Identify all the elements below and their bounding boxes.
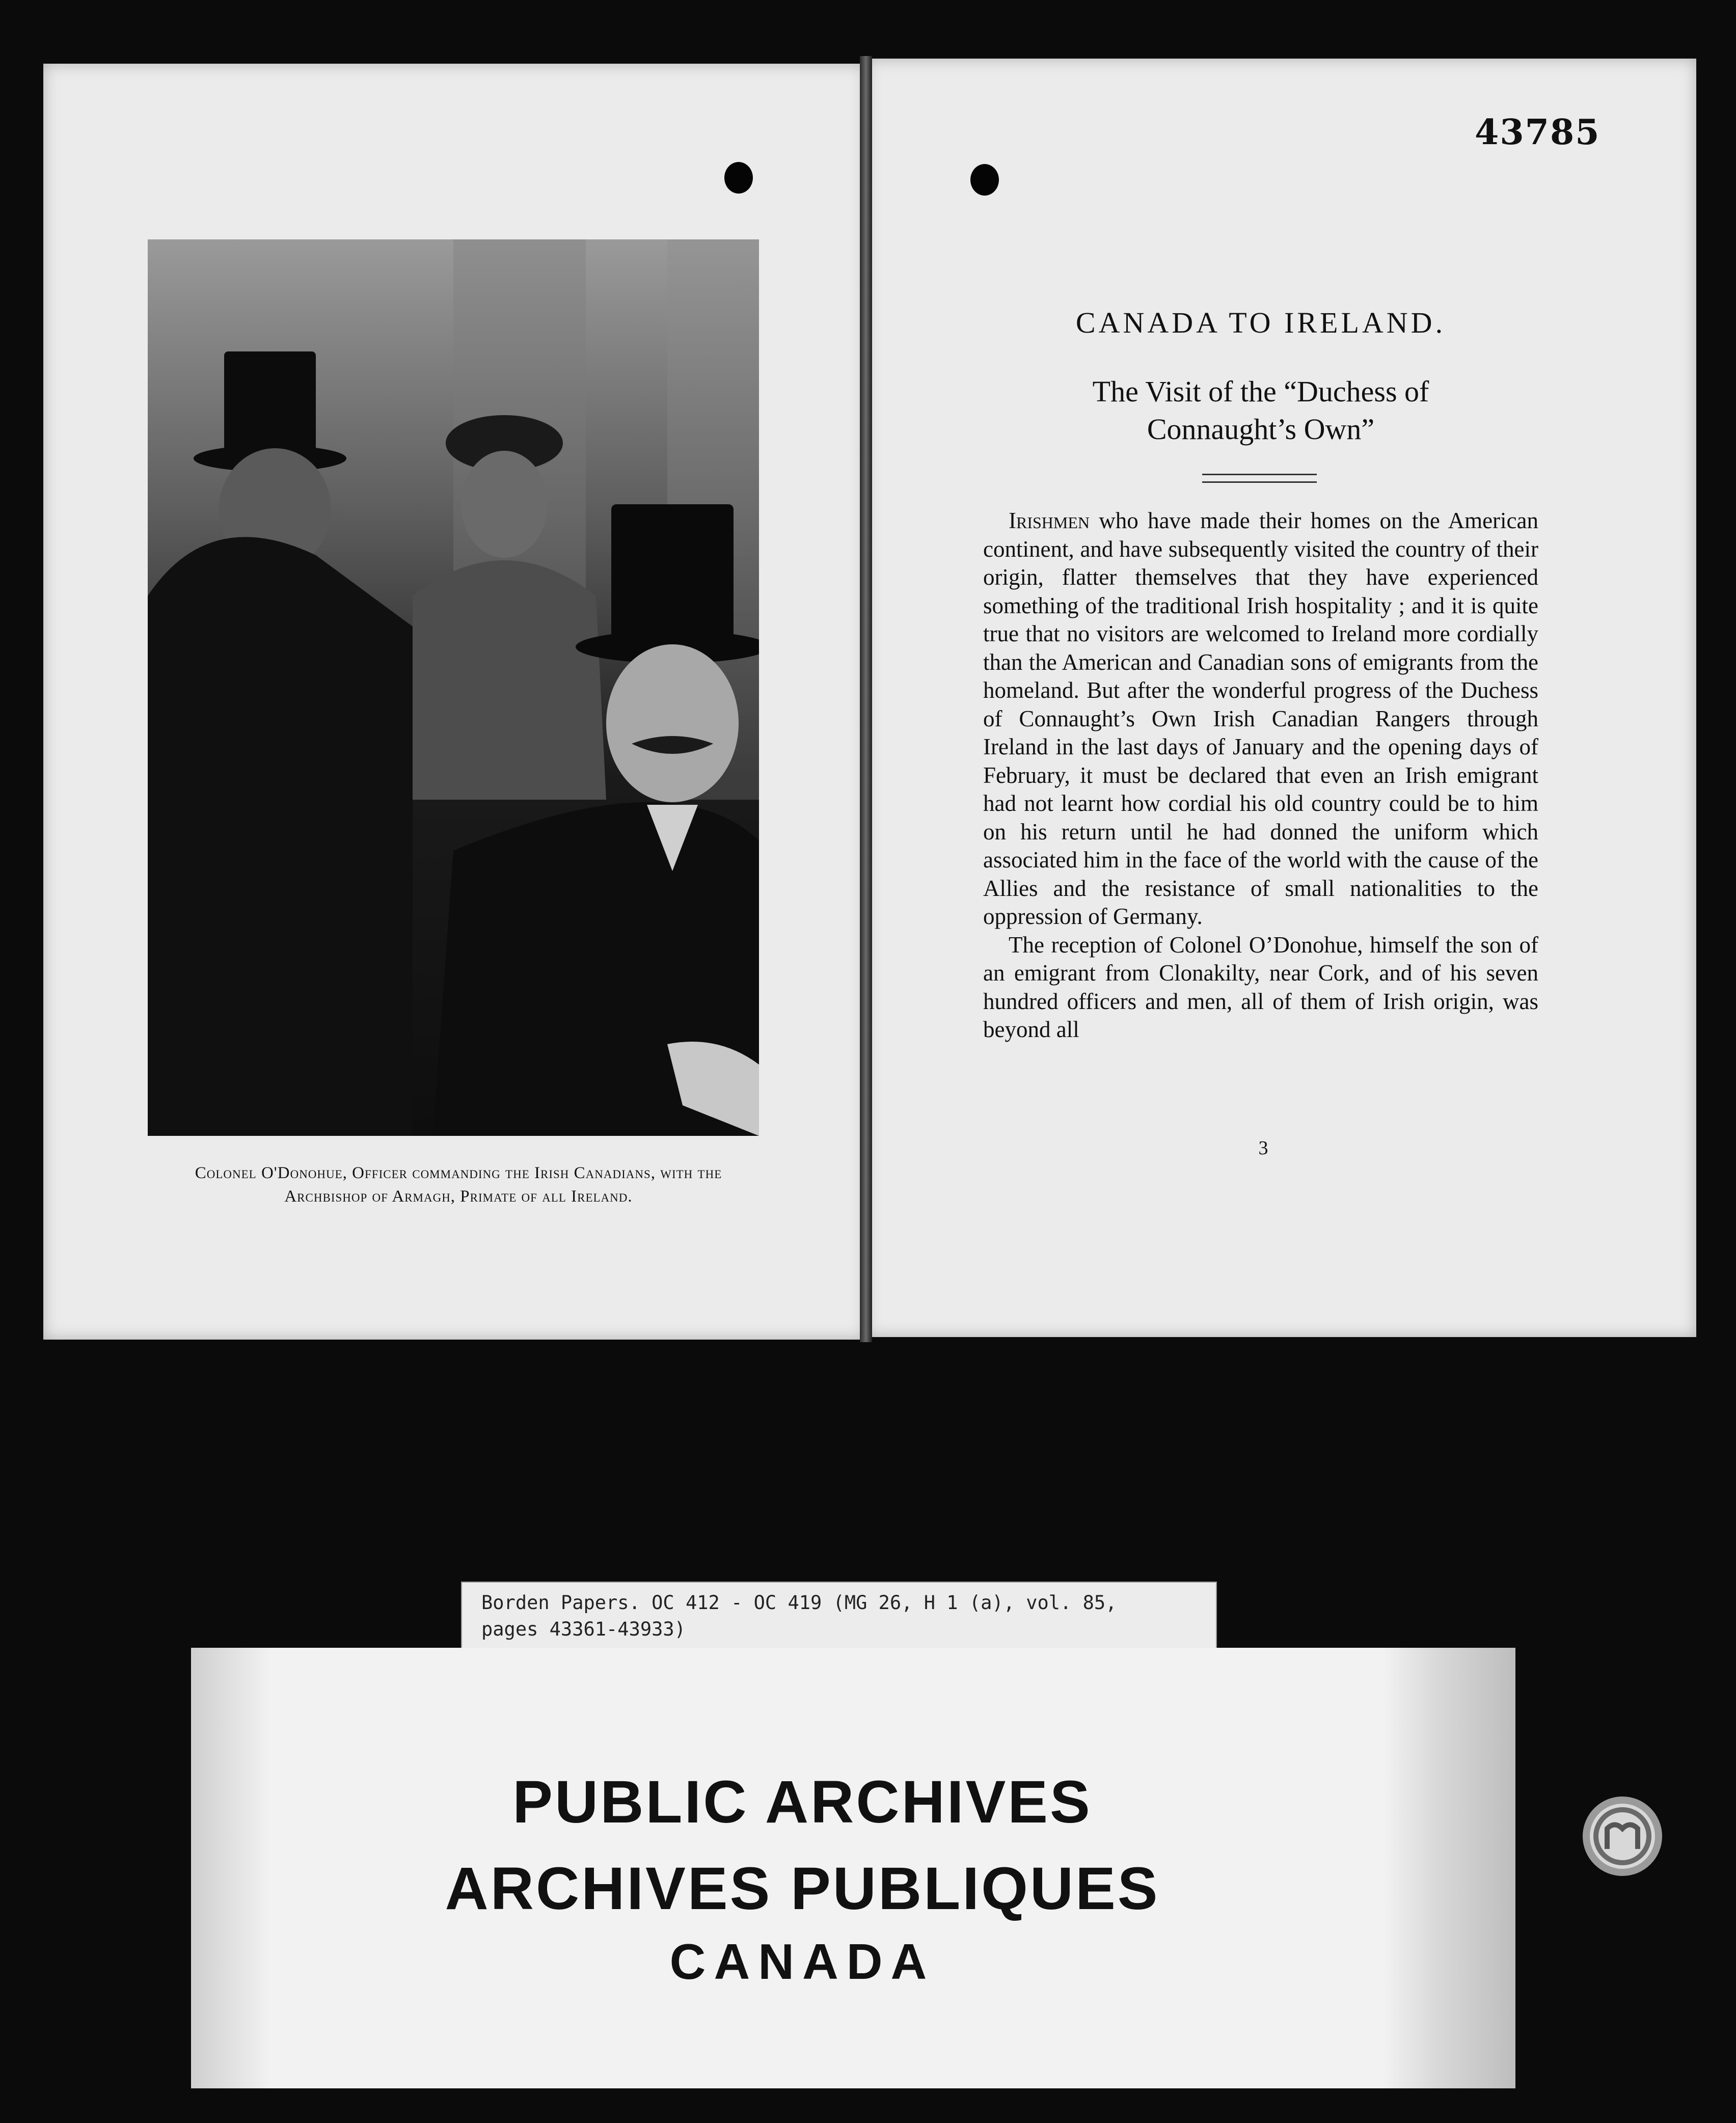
photo-caption: Colonel O'Donohue, Officer commanding the Irish Canadians, with the Archbishop of Armagh, Primate of all Ireland. — [195, 1164, 722, 1206]
folio-number: 3 — [1258, 1137, 1268, 1159]
punch-hole-right — [970, 164, 999, 196]
title-divider — [1202, 474, 1317, 483]
article-body — [983, 507, 1538, 1044]
article-subtitle — [983, 373, 1538, 448]
article-title: CANADA TO IRELAND. — [1075, 306, 1446, 339]
subtitle-line-1: The Visit of the “Duchess of — [1092, 375, 1429, 408]
subtitle-line-2: Connaught’s Own” — [1147, 413, 1375, 446]
punch-hole-left — [724, 162, 753, 194]
archives-country: CANADA — [669, 1934, 935, 1990]
paragraph-1 — [983, 507, 1538, 931]
reference-slip — [461, 1582, 1217, 1650]
archives-name-french: ARCHIVES PUBLIQUES — [445, 1855, 1160, 1922]
archives-name-english: PUBLIC ARCHIVES — [512, 1768, 1092, 1836]
paragraph-1-lead: Irishmen — [1009, 508, 1090, 533]
book-fold — [860, 56, 872, 1342]
archives-seal-icon — [1579, 1793, 1666, 1880]
reference-line-1: Borden Papers. OC 412 - OC 419 (MG 26, H 1 (a), vol. 85, — [481, 1592, 1117, 1614]
paragraph-2: The reception of Colonel O’Donohue, himself the son of an emigrant from Clonakilty, near Cork, and of his seven hundred officers and men, all of them of Irish origin, was beyond all — [983, 932, 1538, 1042]
reference-line-2: pages 43361-43933) — [481, 1618, 686, 1640]
page-number-stamp: 43785 — [1475, 112, 1601, 153]
photograph — [148, 239, 759, 1136]
paragraph-1-text: who have made their homes on the American continent, and have subsequently visited the country of their origin, flatter themselves that they have experienced something of the traditional Irish hospitality ; and it is quite true that no visitors are welcomed to Ireland more cordially than the American and Canadian sons of emigrants from the homeland. But after the wonderful progress of the Duchess of Connaught’s Own Irish Canadian Rangers through Ireland in the last days of January and the opening days of February, it must be declared that even an Irish emigrant had not learnt how cordial his old country could be to him on his return until he had donned the uniform which associated him in the face of the world with the cause of the Allies and the resistance of small nationalities to the oppression of Germany. — [983, 508, 1538, 929]
photograph-figures — [148, 239, 759, 1136]
archives-label — [191, 1648, 1515, 2088]
